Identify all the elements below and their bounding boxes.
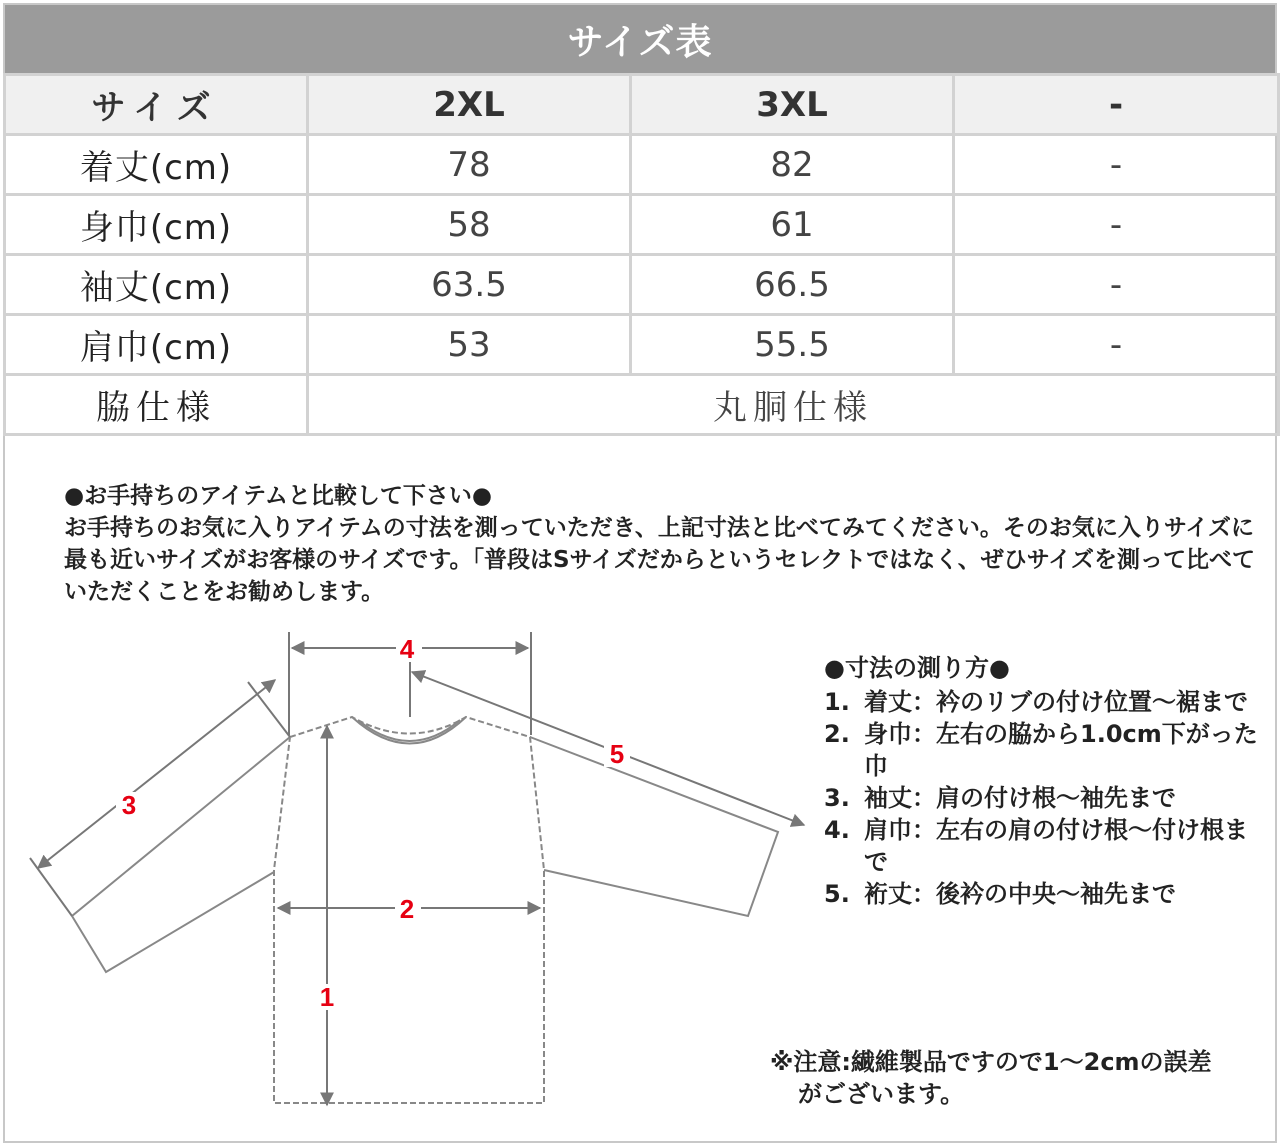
measure-title: ●寸法の測り方● [824, 654, 1010, 682]
size-table [3, 73, 1280, 436]
cell: 58 [308, 195, 631, 255]
caution-line-2: がございます。 [798, 1080, 965, 1108]
measure-lines [30, 632, 804, 1105]
row-label: 肩巾(cm) [5, 315, 308, 375]
label-4: 4 [399, 634, 415, 664]
measure-item: 3. 袖丈：肩の付け根～袖先まで [824, 784, 1176, 812]
side-spec-label: 脇仕様 [5, 375, 308, 435]
cell: 63.5 [308, 255, 631, 315]
measure-guide [824, 652, 1264, 910]
side-spec-value: 丸胴仕様 [308, 375, 1279, 435]
shirt-outline [72, 717, 778, 1103]
header-col: 3XL [631, 75, 954, 135]
measure-item: 2. 身巾：左右の脇から1.0cm下がった巾 [824, 720, 1258, 780]
caution-note [770, 1046, 1270, 1110]
cell: - [954, 195, 1279, 255]
compare-heading: ●お手持ちのアイテムと比較して下さい● [64, 483, 492, 509]
cell: - [954, 255, 1279, 315]
cell: - [954, 135, 1279, 195]
compare-note [64, 480, 1264, 608]
header-col: 2XL [308, 75, 631, 135]
caution-line-1: ※注意:繊維製品ですので1～2cmの誤差 [770, 1048, 1212, 1076]
page-title: サイズ表 [5, 5, 1275, 73]
label-5: 5 [609, 739, 625, 769]
measure-item: 4. 肩巾：左右の肩の付け根～付け根まで [824, 816, 1248, 876]
label-3: 3 [121, 790, 137, 820]
cell: 78 [308, 135, 631, 195]
cell: 82 [631, 135, 954, 195]
table-row [5, 135, 1279, 195]
table-header-row [5, 75, 1279, 135]
header-label: サイズ [5, 75, 308, 135]
cell: 55.5 [631, 315, 954, 375]
measure-labels [116, 634, 630, 1012]
label-1: 1 [319, 982, 335, 1012]
cell: 66.5 [631, 255, 954, 315]
shirt-diagram [0, 620, 820, 1120]
table-row [5, 255, 1279, 315]
header-col: - [954, 75, 1279, 135]
label-2: 2 [399, 894, 415, 924]
cell: - [954, 315, 1279, 375]
cell: 61 [631, 195, 954, 255]
row-label: 身巾(cm) [5, 195, 308, 255]
table-row [5, 315, 1279, 375]
table-row [5, 375, 1279, 435]
measure-item: 1. 着丈：衿のリブの付け位置～裾まで [824, 688, 1248, 716]
row-label: 袖丈(cm) [5, 255, 308, 315]
table-row [5, 195, 1279, 255]
measure-item: 5. 裄丈：後衿の中央～袖先まで [824, 880, 1176, 908]
row-label: 着丈(cm) [5, 135, 308, 195]
cell: 53 [308, 315, 631, 375]
compare-body: お手持ちのお気に入りアイテムの寸法を測っていただき、上記寸法と比べてみてください。そのお気に入りサイズに最も近いサイズがお客様のサイズです。「普段はSサイズだからというセレクトではなく、ぜひサイズを測って比べていただくことをお勧めします。 [64, 515, 1255, 605]
